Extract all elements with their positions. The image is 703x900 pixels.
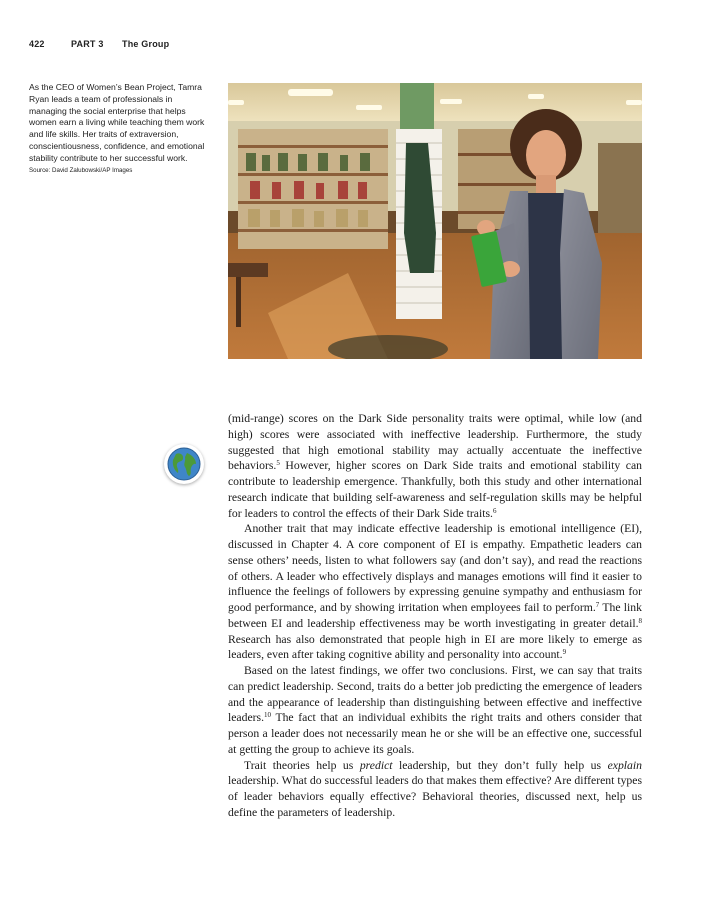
page-number: 422 bbox=[29, 39, 45, 49]
text-run: Trait theories help us bbox=[244, 758, 360, 772]
caption-text: As the CEO of Women’s Bean Project, Tamra Ryan leads a team of professionals in managing the social enterprise that helps women earn a living while teaching them work and life skills. Her traits of extraversion, conscientiousness, confidence, and emotional stability contribute to her successful work. bbox=[29, 82, 205, 163]
part-title: The Group bbox=[122, 39, 170, 49]
text-run: The link between EI and leadership effectiveness may be worth investigating in greater detail. bbox=[228, 601, 642, 630]
part-label: PART 3 bbox=[71, 39, 104, 49]
photo-caption bbox=[29, 82, 209, 175]
body-text bbox=[228, 411, 642, 821]
paragraph-2 bbox=[228, 521, 642, 663]
footnote-ref[interactable]: 8 bbox=[638, 616, 642, 625]
text-run: leadership. What do successful leaders do that makes them effective? Are different types of leader behaviors equally effective? Behavioral theories, discussed next, help us define the parameters of leadership. bbox=[228, 774, 642, 819]
footnote-ref[interactable]: 5 bbox=[276, 459, 280, 468]
caption-source: Source: David Zalubowski/AP Images bbox=[29, 166, 133, 174]
emphasis-text: predict bbox=[359, 758, 393, 772]
paragraph-3 bbox=[228, 663, 642, 758]
text-run: Based on the latest findings, we offer two conclusions. First, we can say that traits can predict leadership. Second, traits do a better job predicting the emergence of leaders and the appearance of leadership than distinguishing between effective and ineffective leaders. bbox=[228, 664, 642, 725]
paragraph-1 bbox=[228, 411, 642, 521]
text-run: Another trait that may indicate effective leadership is emotional intelligence (EI), discussed in Chapter 4. A core component of EI is empathy. Empathetic leaders can sense others’ needs, listen to what followers say (and don’t say), and read the reactions of others. A leader who effectively displays and manages emotions will find it easier to influence the feelings of followers by expressing genuine sympathy and enthusiasm for good performance, and by showing irritation when employees fail to perform. bbox=[228, 522, 642, 614]
text-run: leadership, but they don’t fully help us bbox=[392, 758, 608, 772]
store-photo bbox=[228, 83, 642, 359]
text-run: However, higher scores on Dark Side traits and emotional stability can contribute to leadership emergence. Thankfully, both this study and other international research indicate that building self-awareness and self-regulation skills may be helpful for leaders to control the effects of their Dark Side traits. bbox=[228, 459, 642, 520]
emphasis-text: explain bbox=[607, 758, 642, 772]
globe-icon bbox=[167, 447, 201, 481]
paragraph-4 bbox=[228, 758, 642, 821]
footnote-ref[interactable]: 6 bbox=[492, 506, 497, 515]
text-run: (mid-range) scores on the Dark Side personality traits were optimal, while low (and high) scores were associated with ineffective leadership. Furthermore, the study suggested that high emotional stability may actually accentuate the ineffective behaviors. bbox=[228, 412, 642, 473]
running-head bbox=[29, 39, 169, 49]
globe-badge[interactable] bbox=[164, 444, 204, 484]
photo-image bbox=[228, 83, 642, 359]
text-run: The fact that an individual exhibits the right traits and others consider that person a leader does not necessarily mean he or she will be an effective one, successful at getting the group to achieve its goals. bbox=[228, 711, 642, 756]
footnote-ref[interactable]: 10 bbox=[264, 711, 272, 720]
footnote-ref[interactable]: 7 bbox=[595, 601, 600, 609]
text-run: Research has also demonstrated that people high in EI are more likely to emerge as leaders, even after taking cognitive ability and personality into account. bbox=[228, 632, 642, 662]
footnote-ref[interactable]: 9 bbox=[562, 648, 567, 657]
